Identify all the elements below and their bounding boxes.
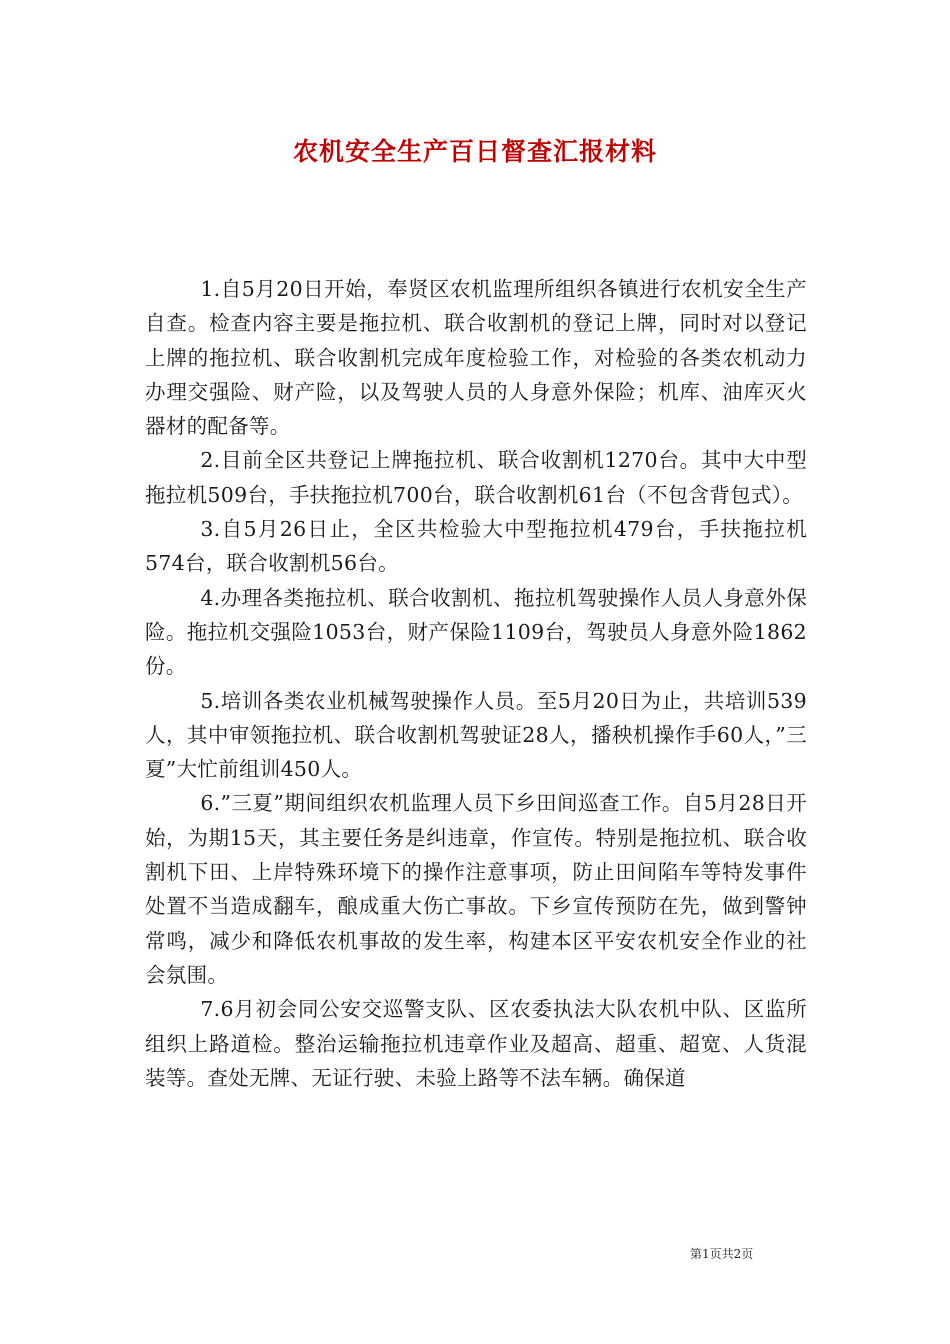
paragraph-1: 1.自5月20日开始，奉贤区农机监理所组织各镇进行农机安全生产自查。检查内容主要是拖拉机、联合收割机的登记上牌，同时对以登记上牌的拖拉机、联合收割机完成年度检验工作，对检验的各类农机动力办理交强险、财产险，以及驾驶人员的人身意外保险；机库、油库灭火器材的配备等。 [145,277,807,439]
paragraph-7: 7.6月初会同公安交巡警支队、区农委执法大队农机中队、区监所组织上路道检。整治运输拖拉机违章作业及超高、超重、超宽、人货混装等。查处无牌、无证行驶、未验上路等不法车辆。确保道 [145,997,807,1090]
paragraph-4: 4.办理各类拖拉机、联合收割机、拖拉机驾驶操作人员人身意外保险。拖拉机交强险1053台，财产保险1109台，驾驶员人身意外险1862份。 [145,585,807,679]
paragraph-5: 5.培训各类农业机械驾驶操作人员。至5月20日为止，共培训539人，其中审领拖拉机、联合收割机驾驶证28人，播秧机操作手60人，”三夏”大忙前组训450人。 [145,688,807,782]
page-number-footer: 第1页共2页 [690,1247,754,1261]
document-body [145,272,807,1095]
paragraph-6: 6.”三夏”期间组织农机监理人员下乡田间巡查工作。自5月28日开始，为期15天，其主要任务是纠违章，作宣传。特别是拖拉机、联合收割机下田、上岸特殊环境下的操作注意事项，防止田间陷车等特发事件处置不当造成翻车，酿成重大伤亡事故。下乡宣传预防在先，做到警钟常鸣，减少和降低农机事故的发生率，构建本区平安农机安全作业的社会氛围。 [145,791,807,987]
document-title: 农机安全生产百日督查汇报材料 [292,137,657,166]
paragraph-3: 3.自5月26日止，全区共检验大中型拖拉机479台，手扶拖拉机574台，联合收割机56台。 [145,517,807,576]
paragraph-2: 2.目前全区共登记上牌拖拉机、联合收割机1270台。其中大中型拖拉机509台，手扶拖拉机700台，联合收割机61台（不包含背包式）。 [145,448,807,507]
